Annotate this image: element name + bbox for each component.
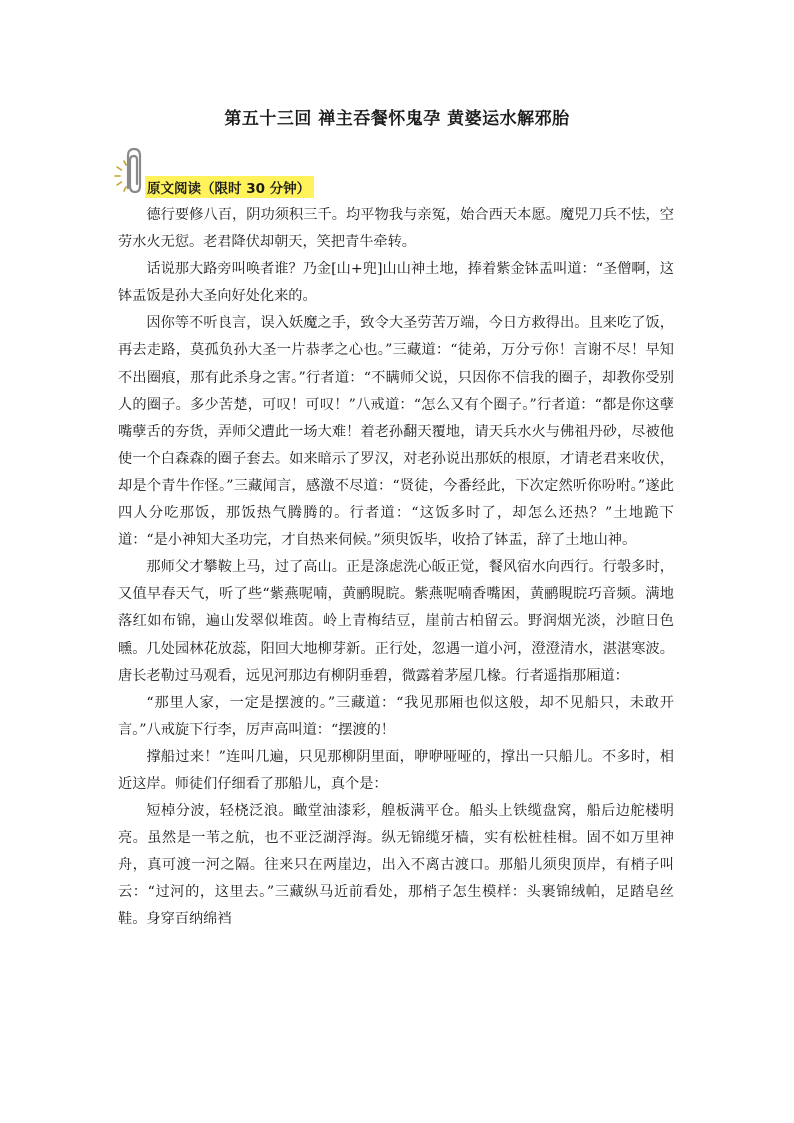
paragraph: 因你等不听良言，误入妖魔之手，致令大圣劳苦万端，今日方救得出。且来吃了饭，再去走路，莫孤负孙大圣一片恭孝之心也。”三藏道：“徒弟，万分亏你！言谢不尽！早知不出圈痕，那有此杀身之害。”行者道：“不瞒师父说，只因你不信我的圈子，却教你受别人的圈子。多少苦楚，可叹！可叹！”八戒道：“怎么又有个圈子。”行者道：“都是你这孽嘴孽舌的夯货，弄师父遭此一场大难！着老孙翻天覆地，请天兵水火与佛祖丹砂，尽被他使一个白森森的圈子套去。如来暗示了罗汉，对老孙说出那妖的根原，才请老君来收伏，却是个青牛作怪。”三藏闻言，感激不尽道：“贤徒，今番经此，下次定然听你吩咐。”遂此四人分吃那饭，那饭热气腾腾的。行者道：“这饭多时了，却怎么还热？”土地跪下道：“是小神知大圣功完，才自热来伺候。”须臾饭毕，收拾了钵盂，辞了土地山神。 — [118, 315, 674, 549]
section-header — [114, 146, 374, 198]
paragraph: 撑船过来！”连叫几遍，只见那柳阴里面，咿咿哑哑的，撑出一只船儿。不多时，相近这岸。师徒们仔细看了那船儿，真个是： — [118, 748, 674, 792]
paragraph: 德行要修八百，阴功须积三千。均平物我与亲冤，始合西天本愿。魔兕刀兵不怯，空劳水火无愆。老君降伏却朝天，笑把青牛牵转。 — [118, 207, 674, 251]
paragraph: “那里人家，一定是摆渡的。”三藏道：“我见那厢也似这般，却不见船只，未敢开言。”八戒旋下行李，厉声高叫道：“摆渡的！ — [118, 694, 674, 738]
article-body — [118, 202, 674, 934]
paragraph: 短棹分波，轻桡泛浪。瞰堂油漆彩，艎板满平仓。船头上铁缆盘窝，船后边舵楼明亮。虽然是一苇之航，也不亚泛湖浮海。纵无锦缆牙樯，实有松桩桂楫。固不如万里神舟，真可渡一河之隔。往来只在两崖边，出入不离古渡口。那船儿须臾顶岸，有梢子叫云：“过河的，这里去。”三藏纵马近前看处，那梢子怎生模样：头裹锦绒帕，足踏皂丝鞋。身穿百纳绵裆 — [118, 803, 674, 928]
section-label: 原文阅读（限时 30 分钟） — [145, 176, 314, 198]
paragraph: 那师父才攀鞍上马，过了高山。正是涤虑洗心皈正觉，餐风宿水向西行。行彀多时，又值早春天气，听了些“紫燕呢喃，黄鹂睍睆。紫燕呢喃香嘴困，黄鹂睍睆巧音频。满地落红如布锦，遍山发翠似堆茵。岭上青梅结豆，崖前古柏留云。野润烟光淡，沙暄日色曛。几处园林花放蕊，阳回大地柳芽新。正行处，忽遇一道小河，澄澄清水，湛湛寒波。唐长老勒过马观看，远见河那边有柳阴垂碧，微露着茅屋几椽。行者遥指那厢道： — [118, 559, 674, 684]
paragraph: 话说那大路旁叫唤者谁？乃金[山+兜]山山神土地，捧着紫金钵盂叫道：“圣僧啊，这钵盂饭是孙大圣向好处化来的。 — [118, 261, 674, 305]
chapter-title: 第五十三回 禅主吞餐怀鬼孕 黄婆运水解邪胎 — [224, 109, 570, 129]
